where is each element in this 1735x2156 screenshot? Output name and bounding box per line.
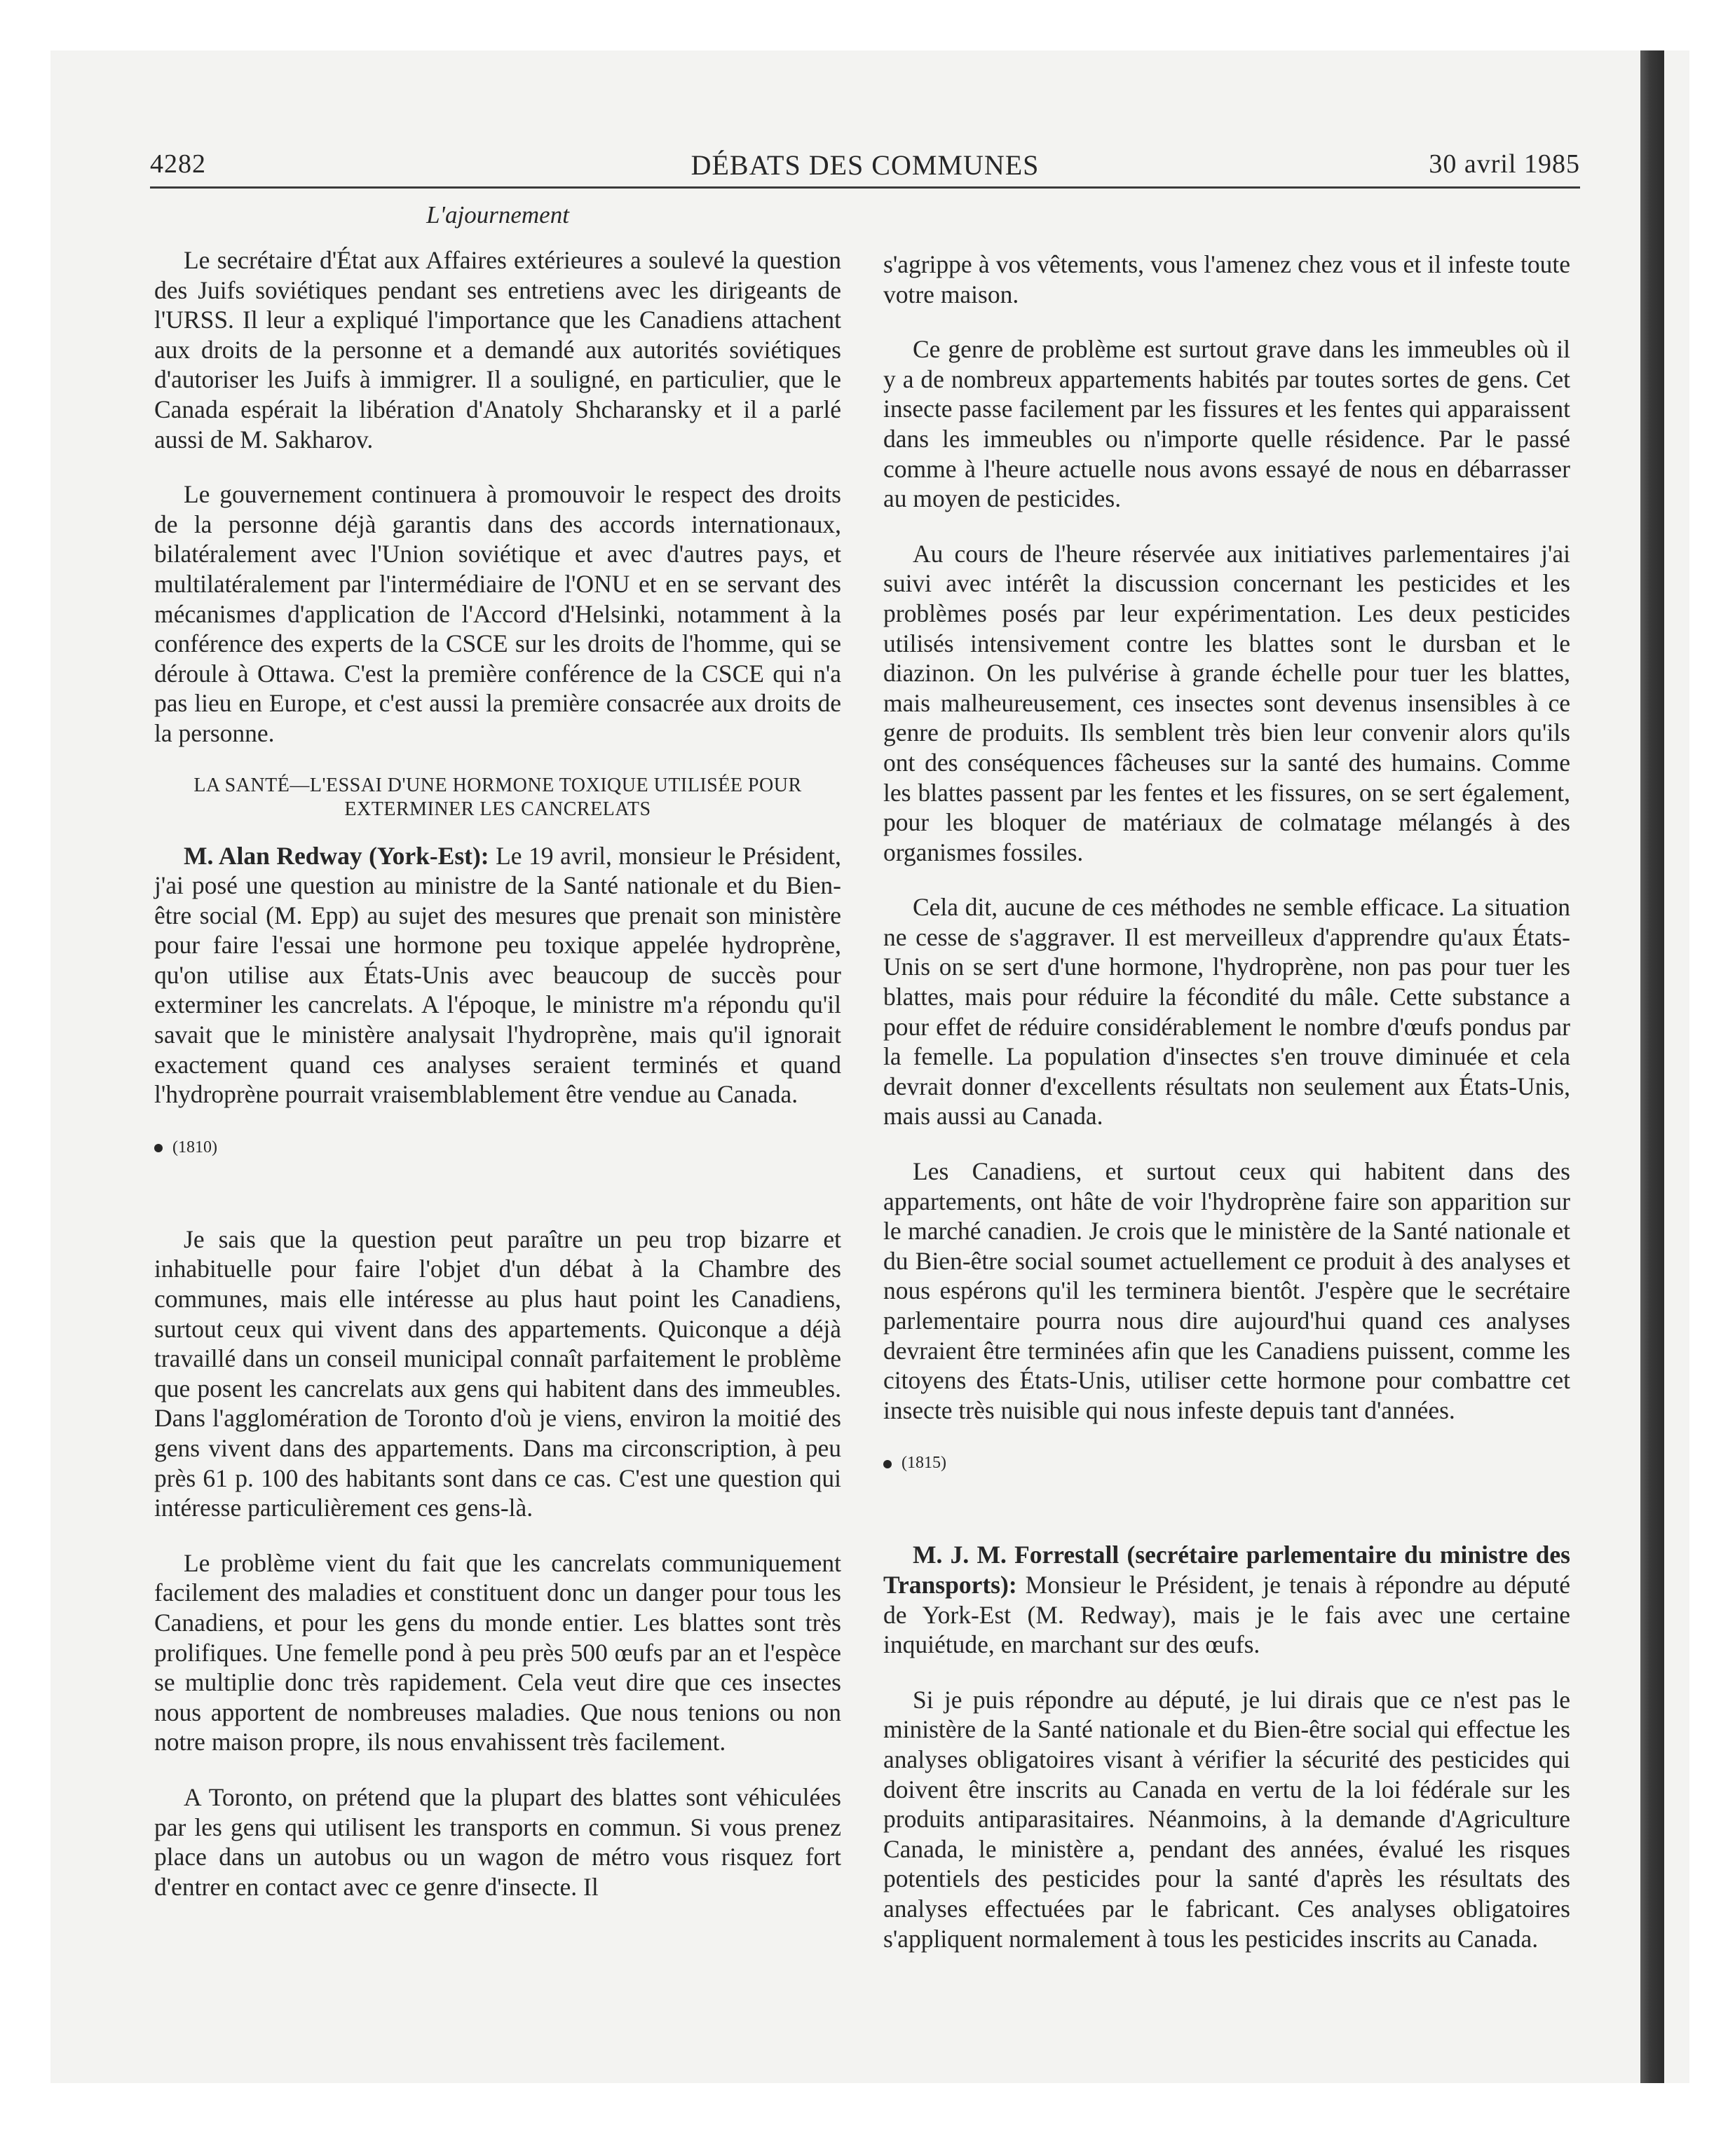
paragraph: Les Canadiens, et surtout ceux qui habitent dans des appartements, ont hâte de voir l'hydroprène faire son apparition sur le marché canadien. Je crois que le ministère de la Santé nationale et du Bien-être social soumet actuellement ce produit à des analyses et nous espérons qu'il les terminera bientôt. J'espère que le secrétaire parlementaire pourra nous dire aujourd'hui quand ces analyses devraient être terminées afin que les Canadiens puissent, comme les citoyens des États-Unis, utiliser cette hormone pour combattre cet insecte très nuisible qui nous infeste depuis tant d'années. [883, 1157, 1570, 1424]
paragraph: Si je puis répondre au député, je lui dirais que ce n'est pas le ministère de la Santé nationale et du Bien-être social qui effectue les analyses obligatoires visant à vérifier la sécurité des pesticides qui doivent être inscrits au Canada en vertu de la loi fédérale sur les produits antiparasitaires. Néanmoins, à la demande d'Agriculture Canada, le ministère a, pendant des années, évalué les risques potentiels des pesticides pour la santé d'après les résultats des analyses effectuées par le fabricant. Ces analyses obligatoires s'appliquent normalement à tous les pesticides inscrits au Canada. [883, 1685, 1570, 1953]
paragraph: Le problème vient du fait que les cancrelats communiquement facilement des maladies et constituent donc un danger pour tous les Canadiens, et pour les gens du monde entier. Les blattes sont très prolifiques. Une femelle pond à peu près 500 œufs par an et l'espèce se multiplie donc très rapidement. Cela veut dire que ces insectes nous apportent de nombreuses maladies. Que nous tenions ou non notre maison propre, ils nous envahissent très facilement. [154, 1548, 841, 1756]
debate-heading: LA SANTÉ—L'ESSAI D'UNE HORMONE TOXIQUE UTILISÉE POUR EXTERMINER LES CANCRELATS [193, 774, 802, 820]
page-header [150, 144, 1580, 189]
timestamp-text: (1815) [901, 1454, 946, 1473]
timestamp-text: (1810) [172, 1138, 217, 1157]
paragraph: Je sais que la question peut paraître un peu trop bizarre et inhabituelle pour faire l'objet d'un débat à la Chambre des communes, mais elle intéresse au plus haut point les Canadiens, surtout ceux qui vivent dans des appartements. Quiconque a déjà travaillé dans un conseil municipal connaît parfaitement le problème que posent les cancrelats aux gens qui habitent dans des immeubles. Dans l'agglomération de Toronto d'où je viens, environ la moitié des gens vivent dans des appartements. Dans ma circonscription, à peu près 61 p. 100 des habitants sont dans ce cas. C'est une question qui intéresse particulièrement ces gens-là. [154, 1224, 841, 1522]
scan-edge-shadow [1640, 50, 1664, 2083]
speaker-name: M. J. M. Forrestall (secrétaire parlementaire du ministre des Transports): [883, 1541, 1570, 1599]
paragraph: Cela dit, aucune de ces méthodes ne semble efficace. La situation ne cesse de s'aggraver. Il est merveilleux d'apprendre qu'aux États-Unis on se sert d'une hormone, l'hydroprène, non pas pour tuer les blattes, mais pour réduire la fécondité du mâle. Cette substance a pour effet de réduire considérablement le nombre d'œufs pondus par la femelle. La population d'insectes s'en trouve diminuée et cela devrait donner d'excellents résultats non seulement aux États-Unis, mais aussi au Canada. [883, 893, 1570, 1131]
section-title: L'ajournement [426, 201, 569, 228]
speech-text: Le 19 avril, monsieur le Président, j'ai posé une question au ministre de la Santé nationale et du Bien-être social (M. Epp) au sujet des mesures que prenait son ministère pour faire l'essai une hormone peu toxique appelée hydroprène, qu'on utilise aux États-Unis avec beaucoup de succès pour exterminer les cancrelats. A l'époque, le ministre m'a répondu qu'il savait que le ministère analysait l'hydroprène, mais qu'il ignorait exactement quand ces analyses seraient terminés et quand l'hydroprène pourrait vraisemblablement être vendue au Canada. [154, 841, 841, 1109]
header-date: 30 avril 1985 [1429, 149, 1580, 179]
paragraph: A Toronto, on prétend que la plupart des blattes sont véhiculées par les gens qui utilisent les transports en commun. Si vous prenez place dans un autobus ou un wagon de métro vous risquez fort d'entrer en contact avec ce genre d'insecte. Il [154, 1782, 841, 1901]
right-column [883, 250, 1570, 1979]
paragraph: Le secrétaire d'État aux Affaires extérieures a soulevé la question des Juifs soviétiques pendant ses entretiens avec les dirigeants de l'URSS. Il leur a expliqué l'importance que les Canadiens attachent aux droits de la personne et a demandé aux autorités soviétiques d'autoriser les Juifs à immigrer. Il a souligné, en particulier, que le Canada espérait la libération d'Anatoly Shcharansky et il a parlé aussi de M. Sakharov. [154, 246, 841, 453]
speaker-name: M. Alan Redway (York-Est): [184, 841, 489, 870]
bullet-icon [883, 1460, 892, 1468]
journal-title: DÉBATS DES COMMUNES [690, 149, 1040, 181]
page-number: 4282 [150, 149, 206, 179]
paragraph: Ce genre de problème est surtout grave dans les immeubles où il y a de nombreux appartements habités par toutes sortes de gens. Cet insecte passe facilement par les fissures et les fentes qui apparaissent dans les immeubles ou n'importe quelle résidence. Par le passé comme à l'heure actuelle nous avons essayé de nous en débarrasser au moyen de pesticides. [883, 335, 1570, 513]
left-column [154, 200, 841, 1927]
speech-text: Monsieur le Président, je tenais à répondre au député de York-Est (M. Redway), mais je le fais avec une certaine inquiétude, en marchant sur des œufs. [883, 1570, 1571, 1659]
paragraph: s'agrippe à vos vêtements, vous l'amenez chez vous et il infeste toute votre maison. [883, 250, 1570, 308]
timestamp [154, 1135, 841, 1160]
timestamp [883, 1450, 1570, 1475]
bullet-icon [154, 1144, 163, 1152]
paragraph: Au cours de l'heure réservée aux initiatives parlementaires j'ai suivi avec intérêt la discussion concernant les pesticides et les problèmes posés par leur expérimentation. Les deux pesticides utilisés intensivement contre les blattes sont le dursban et le diazinon. On les pulvérise à grande échelle pour tuer les blattes, mais malheureusement, ces insectes sont devenus insensibles à ce genre de produits. Ils semblent très bien leur convenir alors qu'ils ont des conséquences fâcheuses sur la santé des humains. Comme les blattes passent par les fentes et les fissures, on se sert également, pour les bloquer de matériaux de colmatage mélangés à des organismes fossiles. [883, 539, 1570, 866]
speech-paragraph [154, 841, 841, 1110]
paragraph: Le gouvernement continuera à promouvoir le respect des droits de la personne déjà garantis dans des accords internationaux, bilatéralement avec l'Union soviétique et avec d'autres pays, et multilatéralement par l'intermédiaire de l'ONU et en se servant des mécanismes d'application de l'Accord d'Helsinki, notamment à la conférence des experts de la CSCE sur les droits de l'homme, qui se déroule à Ottawa. C'est la première conférence de la CSCE qui n'a pas lieu en Europe, et c'est aussi la première consacrée aux droits de la personne. [154, 480, 841, 747]
speech-paragraph [883, 1540, 1570, 1659]
